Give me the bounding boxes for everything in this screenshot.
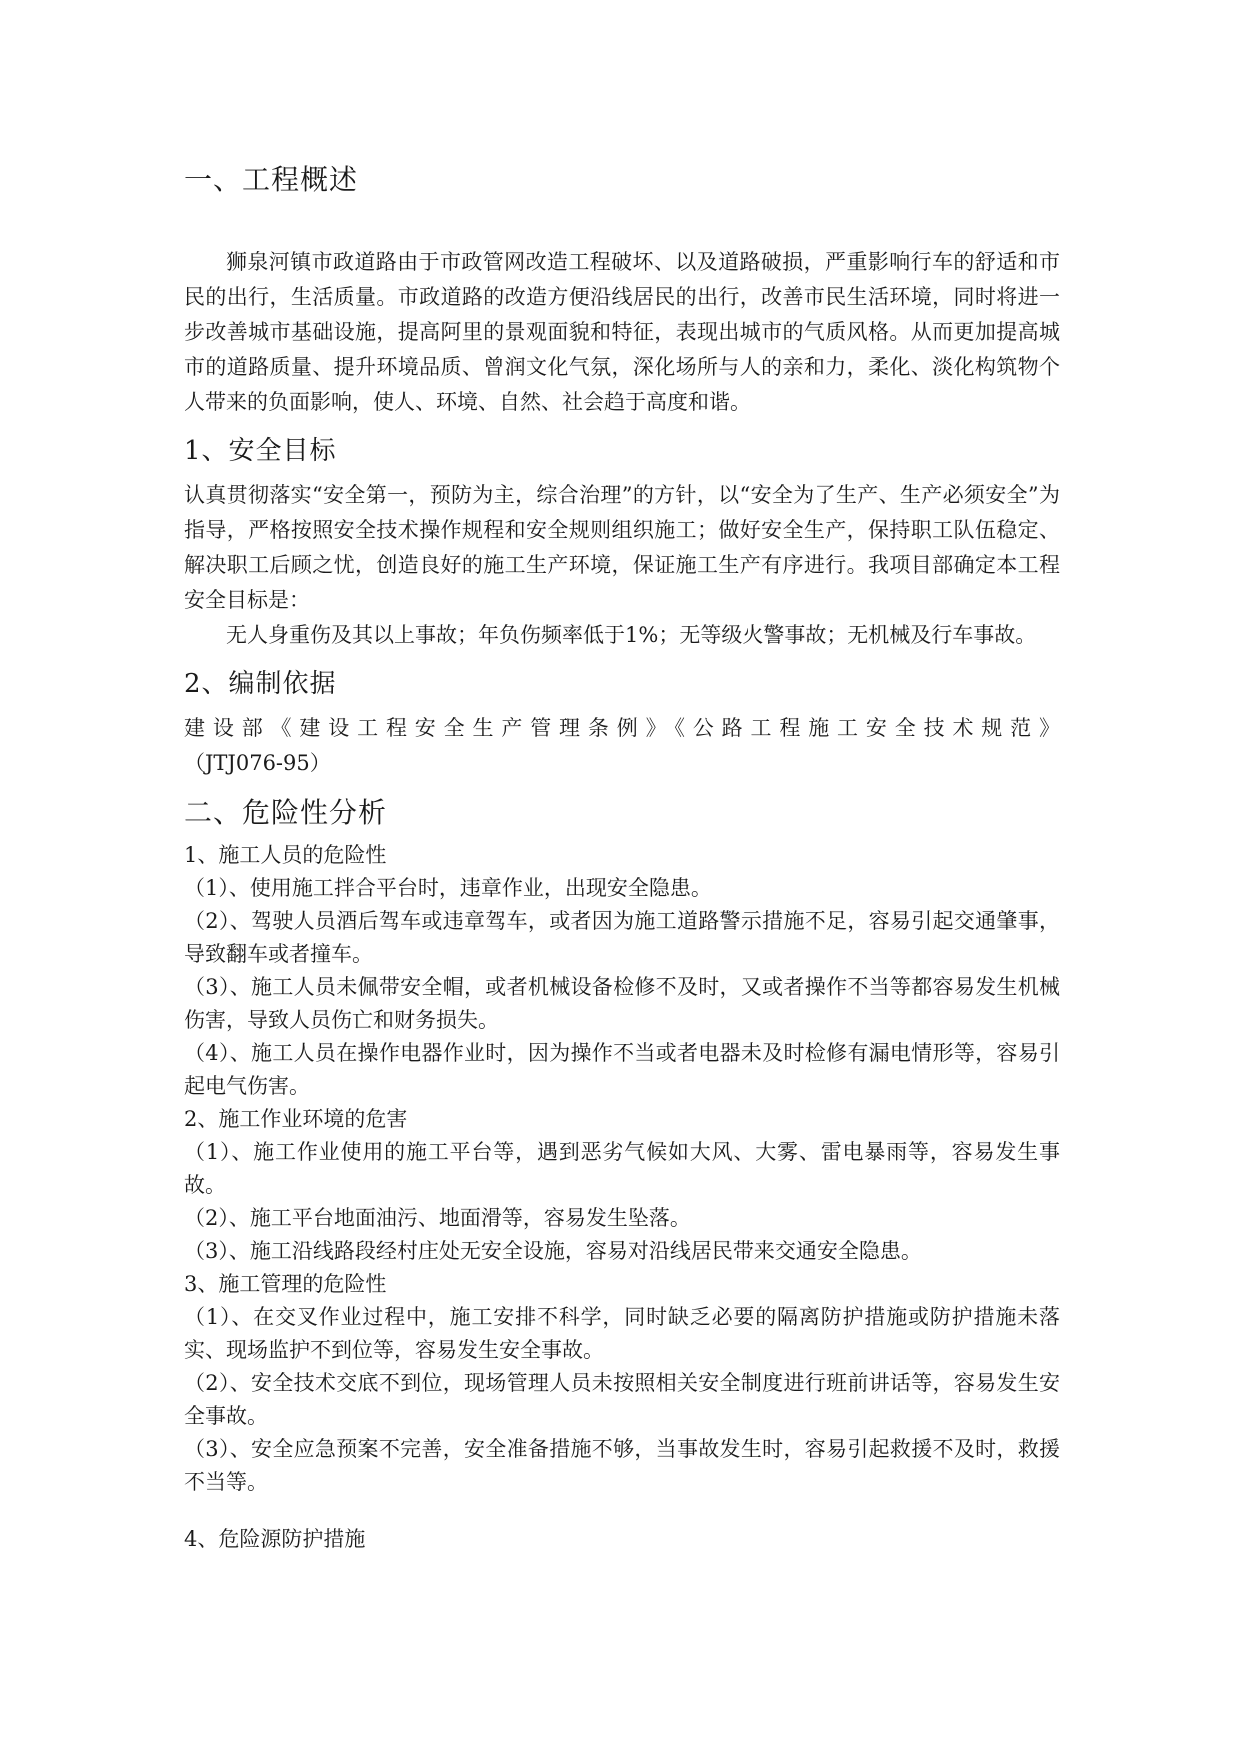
risk-item: （2）、驾驶人员酒后驾车或违章驾车，或者因为施工道路警示措施不足，容易引起交通肇事，导致翻车或者撞车。 <box>184 909 1060 966</box>
risk-group-heading: 3、施工管理的危险性 <box>184 1272 387 1296</box>
basis-line-1: 建设部《建设工程安全生产管理条例》《公路工程施工安全技术规范》 <box>184 716 1060 740</box>
basis-line-2: （JTJ076-95） <box>184 751 331 775</box>
risk-group-heading: 1、施工人员的危险性 <box>184 843 387 867</box>
risk-item: （4）、施工人员在操作电器作业时，因为操作不当或者电器未及时检修有漏电情形等，容易引起电气伤害。 <box>184 1041 1060 1098</box>
risk-item: （2）、安全技术交底不到位，现场管理人员未按照相关安全制度进行班前讲话等，容易发生安全事故。 <box>184 1371 1060 1428</box>
risk-item: （2）、施工平台地面油污、地面滑等，容易发生坠落。 <box>184 1206 691 1230</box>
risk-item: （1）、使用施工拌合平台时，违章作业，出现安全隐患。 <box>184 876 712 900</box>
heading-basis: 2、编制依据 <box>184 669 337 699</box>
risk-item: （3）、施工人员未佩带安全帽，或者机械设备检修不及时，又或者操作不当等都容易发生机械伤害，导致人员伤亡和财务损失。 <box>184 975 1060 1032</box>
risk-item: （3）、施工沿线路段经村庄处无安全设施，容易对沿线居民带来交通安全隐患。 <box>184 1239 922 1263</box>
section-title-overview: 一、工程概述 <box>184 163 359 196</box>
safety-target-paragraph: 无人身重伤及其以上事故；年负伤频率低于1%；无等级火警事故；无机械及行车事故。 <box>226 623 1037 647</box>
document-body <box>184 160 1060 1556</box>
overview-paragraph: 狮泉河镇市政道路由于市政管网改造工程破坏、以及道路破损，严重影响行车的舒适和市民的出行，生活质量。市政道路的改造方便沿线居民的出行，改善市民生活环境，同时将进一步改善城市基础设施，提高阿里的景观面貌和特征，表现出城市的气质风格。从而更加提高城市的道路质量、提升环境品质、曾润文化气氛，深化场所与人的亲和力，柔化、淡化构筑物个人带来的负面影响，使人、环境、自然、社会趋于高度和谐。 <box>184 250 1060 414</box>
risk-item: （3）、安全应急预案不完善，安全准备措施不够，当事故发生时，容易引起救援不及时，救援不当等。 <box>184 1437 1060 1494</box>
heading-hazard-protection: 4、危险源防护措施 <box>184 1527 366 1551</box>
section-title-risk: 二、危险性分析 <box>184 796 388 829</box>
safety-paragraph: 认真贯彻落实“安全第一，预防为主，综合治理”的方针，以“安全为了生产、生产必须安全”为指导，严格按照安全技术操作规程和安全规则组织施工；做好安全生产，保持职工队伍稳定、解决职工后顾之忧，创造良好的施工生产环境，保证施工生产有序进行。我项目部确定本工程安全目标是： <box>184 483 1060 612</box>
heading-safety-goal: 1、安全目标 <box>184 436 337 466</box>
risk-item: （1）、在交叉作业过程中，施工安排不科学，同时缺乏必要的隔离防护措施或防护措施未落实、现场监护不到位等，容易发生安全事故。 <box>184 1305 1060 1362</box>
risk-group-heading: 2、施工作业环境的危害 <box>184 1107 408 1131</box>
risk-item: （1）、施工作业使用的施工平台等，遇到恶劣气候如大风、大雾、雷电暴雨等，容易发生事故。 <box>184 1140 1060 1197</box>
